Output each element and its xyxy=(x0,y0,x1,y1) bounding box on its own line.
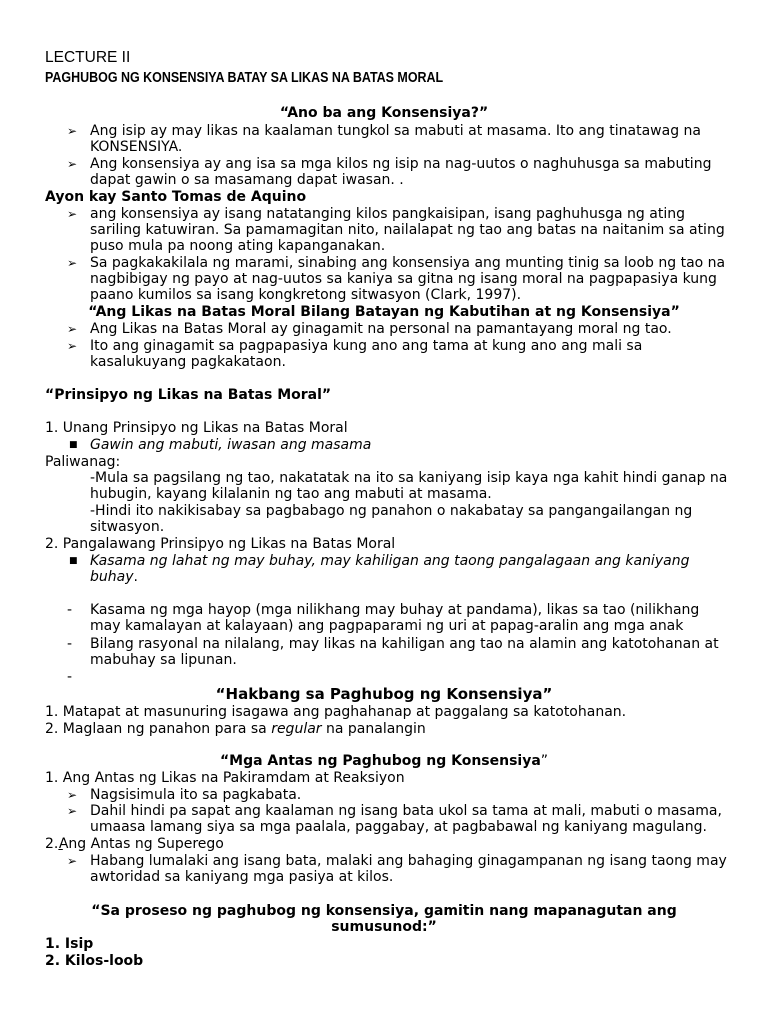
square-bullet-icon: ■ xyxy=(69,440,78,450)
closing-heading-line-1: “Sa proseso ng paghubog ng konsensiya, gamitin nang mapanagutan ang xyxy=(91,903,677,919)
dash-text: Kasama ng mga hayop (mga nilikhang may buhay at pandama), likas sa tao (nilikhang xyxy=(90,602,700,618)
arrow-bullet-icon: ➢ xyxy=(67,788,78,802)
level-two-text: Ang Antas ng Superego xyxy=(58,836,224,852)
section-heading-antas-text: “Mga Antas ng Paghubog ng Konsensiya xyxy=(219,753,541,769)
principle-two-statement-end xyxy=(90,569,138,585)
item-isip: 1. Isip xyxy=(45,936,94,952)
section-heading-likas-batas: “Ang Likas na Batas Moral Bilang Batayan ng Kabutihan at ng Konsensiya” xyxy=(88,304,680,320)
step-two-end: na panalangin xyxy=(321,721,426,737)
paliwanag-label: Paliwanag: xyxy=(45,454,121,470)
arrow-bullet-icon: ➢ xyxy=(67,339,78,353)
dash-bullet-icon: - xyxy=(67,669,73,685)
bullet-text: KONSENSIYA. xyxy=(90,139,183,155)
bullet-text: Habang lumalaki ang isang bata, malaki ang bahaging ginagampanan ng isang taong may xyxy=(90,853,727,869)
section-heading-ano-ba: “Ano ba ang Konsensiya?” xyxy=(279,105,489,121)
arrow-bullet-icon: ➢ xyxy=(67,124,78,138)
bullet-text: awtoridad sa kaniyang mga pasiya at kilos. xyxy=(90,869,394,885)
arrow-bullet-icon: ➢ xyxy=(67,854,78,868)
principle-one: 1. Unang Prinsipyo ng Likas na Batas Moral xyxy=(45,420,348,436)
bullet-text: Dahil hindi pa sapat ang kaalaman ng isang bata ukol sa tama at mali, mabuti o masama, xyxy=(90,803,722,819)
lecture-label: LECTURE II xyxy=(45,49,131,66)
step-one: 1. Matapat at masunuring isagawa ang paghahanap at paggalang sa katotohanan. xyxy=(45,704,627,720)
dash-text: mabuhay sa lipunan. xyxy=(90,652,237,668)
bullet-text: Ang Likas na Batas Moral ay ginagamit na personal na pamantayang moral ng tao. xyxy=(90,321,672,337)
principle-two: 2. Pangalawang Prinsipyo ng Likas na Batas Moral xyxy=(45,536,396,552)
bullet-text: Ang isip ay may likas na kaalaman tungkol sa mabuti at masama. Ito ang tinatawag na xyxy=(90,123,701,139)
principle-two-statement-tail: buhay xyxy=(90,569,134,585)
level-one: 1. Ang Antas ng Likas na Pakiramdam at Reaksiyon xyxy=(45,770,405,786)
step-two-italic: regular xyxy=(271,721,322,737)
section-heading-hakbang: “Hakbang sa Paghubog ng Konsensiya” xyxy=(215,685,553,703)
principle-two-statement: Kasama ng lahat ng may buhay, may kahiligan ang taong pangalagaan ang kaniyang xyxy=(90,553,690,569)
bullet-text: puso mula pa noong ating kapanganakan. xyxy=(90,238,386,254)
arrow-bullet-icon: ➢ xyxy=(67,207,78,221)
explanation-line: -Mula sa pagsilang ng tao, nakatatak na ito sa kaniyang isip kaya nga kahit hindi ganap na xyxy=(90,470,728,486)
explanation-line: -Hindi ito nakikisabay sa pagbabago ng panahon o nakabatay sa pangangailangan ng xyxy=(90,503,693,519)
section-heading-antas-quote: ” xyxy=(540,753,549,769)
item-kilos-loob: 2. Kilos-loob xyxy=(45,953,144,969)
bullet-text: dapat gawin o sa masamang dapat iwasan. . xyxy=(90,172,404,188)
bullet-text: Ito ang ginagamit sa pagpapasiya kung ano ang tama at kung ano ang mali sa xyxy=(90,338,643,354)
step-two-start: 2. Maglaan ng panahon para sa xyxy=(45,721,272,737)
bullet-text: ang konsensiya ay isang natatanging kilos pangkaisipan, isang paghuhusga ng ating xyxy=(90,206,685,222)
arrow-bullet-icon: ➢ xyxy=(67,157,78,171)
explanation-line: hubugin, kayang kilalanin ng tao ang mabuti at masama. xyxy=(90,486,492,502)
closing-heading-line-2: sumusunod:” xyxy=(331,919,437,935)
bullet-text: umaasa lamang siya sa mga paalala, paggabay, at pagbabawal ng kaniyang magulang. xyxy=(90,819,707,835)
level-two xyxy=(45,836,224,852)
arrow-bullet-icon: ➢ xyxy=(67,322,78,336)
arrow-bullet-icon: ➢ xyxy=(67,256,78,270)
dash-bullet-icon: - xyxy=(67,636,73,652)
bullet-text: Ang konsensiya ay ang isa sa mga kilos ng isip na nag-uutos o naghuhusga sa mabuting xyxy=(90,156,712,172)
step-two xyxy=(45,721,426,737)
dash-text: Bilang rasyonal na nilalang, may likas na kahiligan ang tao na alamin ang katotohanan at xyxy=(90,636,719,652)
explanation-line: sitwasyon. xyxy=(90,519,165,535)
bullet-text: Nagsisimula ito sa pagkabata. xyxy=(90,787,302,803)
section-heading-aquino: Ayon kay Santo Tomas de Aquino xyxy=(45,189,307,205)
square-bullet-icon: ■ xyxy=(69,556,78,566)
section-heading-antas xyxy=(0,753,768,769)
bullet-text: nagbibigay ng payo at nag-uutos sa kaniya sa gitna ng isang moral na pagpapasiya kung xyxy=(90,271,717,287)
bullet-text: Sa pagkakakilala ng marami, sinabing ang konsensiya ang munting tinig sa loob ng tao na xyxy=(90,255,726,271)
principle-one-statement: Gawin ang mabuti, iwasan ang masama xyxy=(90,437,372,453)
bullet-text: sariling katuwiran. Sa pamamagitan nito, nailalapat ng tao ang batas na naitanim sa ating xyxy=(90,222,725,238)
dash-text: may kamalayan at kalayaan) ang pagpaparami ng uri at papag-aralin ang mga anak xyxy=(90,618,684,634)
dash-bullet-icon: - xyxy=(67,602,73,618)
document-title: PAGHUBOG NG KONSENSIYA BATAY SA LIKAS NA BATAS MORAL xyxy=(45,70,444,86)
arrow-bullet-icon: ➢ xyxy=(67,804,78,818)
principle-two-period: . xyxy=(133,569,138,585)
level-two-number: 2. xyxy=(45,836,59,852)
bullet-text: paano kumilos sa isang kongkretong sitwasyon (Clark, 1997). xyxy=(90,287,522,303)
section-heading-prinsipyo: “Prinsipyo ng Likas na Batas Moral” xyxy=(45,387,332,403)
bullet-text: kasalukuyang pagkakataon. xyxy=(90,354,286,370)
